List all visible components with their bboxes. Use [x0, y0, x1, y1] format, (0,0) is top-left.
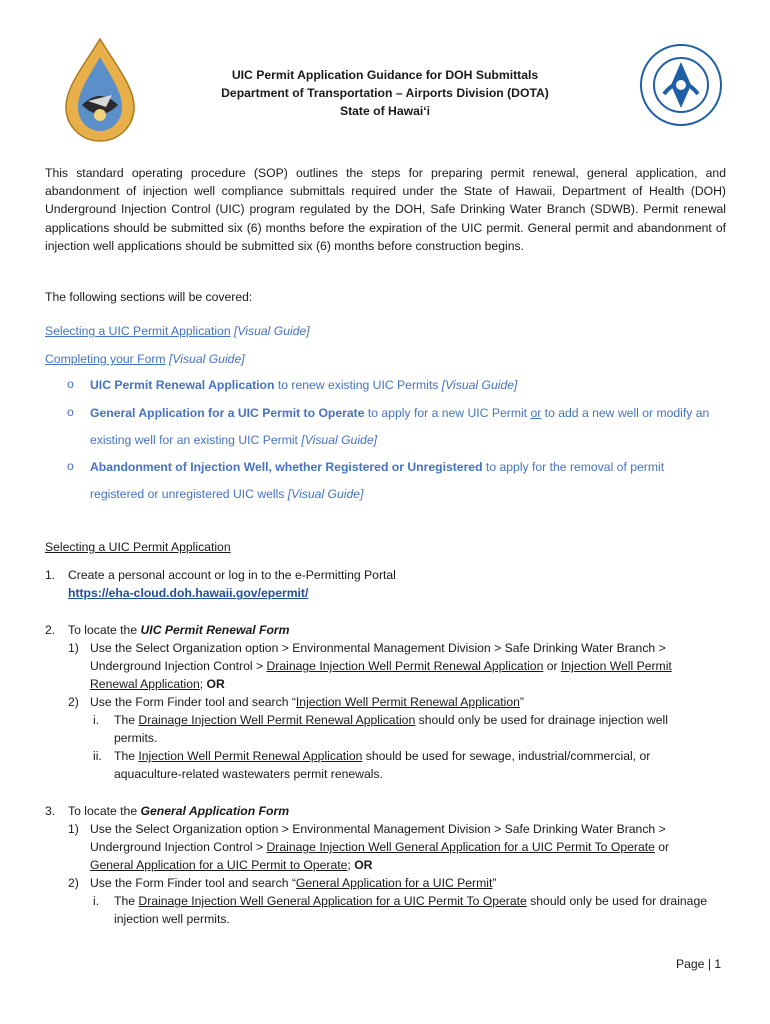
text: should only be used for drainage injection well permits.	[114, 894, 708, 927]
sub-sub-step-text	[114, 747, 709, 783]
drainage-renewal-link[interactable]: Drainage Injection Well Permit Renewal Application	[138, 713, 416, 727]
step-text: To locate the	[68, 623, 141, 637]
intro-paragraph: This standard operating procedure (SOP) outlines the steps for preparing permit renewal, general application, and abandonment of injection well compliance submittals required under the State of Hawaii, Department of Health (DOH) Underground Injection Control (UIC) program regulated by the DOH, Safe Drinking Water Branch (SDWB). Permit renewal applications should be submitted six (6) months before the expiration of the UIC permit. General permit and abandonment of injection well applications should be submitted six (6) months before construction begins.	[45, 166, 726, 253]
document-header	[0, 66, 770, 120]
sub-sub-step-text	[114, 892, 709, 928]
text: Use the Form Finder tool and search “	[90, 876, 296, 890]
drainage-general-link[interactable]: Drainage Injection Well General Application for a UIC Permit To Operate	[138, 894, 527, 908]
or-bold: OR	[354, 858, 373, 873]
text: The	[114, 713, 139, 727]
visual-guide-link[interactable]: [Visual Guide]	[287, 487, 364, 501]
sub-step-text	[90, 820, 715, 875]
toc-link-selecting[interactable]: Selecting a UIC Permit Application	[45, 324, 231, 338]
text: ;	[347, 858, 355, 873]
toc-link-completing[interactable]: Completing your Form	[45, 352, 166, 366]
toc-sub-desc: to apply for the removal of permit registered or unregistered UIC wells	[90, 460, 665, 501]
step-emphasis: General Application Form	[140, 804, 290, 818]
toc-subitem-text[interactable]	[90, 372, 710, 399]
toc-item-completing[interactable]	[45, 350, 245, 368]
text: should be used for sewage, industrial/commercial, or aquaculture-related wastewaters permit renewals.	[114, 749, 651, 782]
text: Use the Select Organization option > Environmental Management Division > Safe Drinking Water Branch > Underground Injection Control >	[90, 641, 666, 674]
section-title: Selecting a UIC Permit Application	[45, 540, 231, 554]
text: The	[114, 749, 139, 763]
division-name: Department of Transportation – Airports Division (DOTA)	[221, 86, 549, 100]
sub-sub-step-number: i.	[93, 894, 100, 908]
general-application-link[interactable]: General Application for a UIC Permit to Operate	[90, 858, 348, 873]
drainage-general-link[interactable]: Drainage Injection Well General Application for a UIC Permit To Operate	[266, 840, 655, 855]
injection-renewal-link[interactable]: Injection Well Permit Renewal Application	[90, 659, 672, 692]
visual-guide-link[interactable]: [Visual Guide]	[234, 324, 310, 338]
toc-item-selecting[interactable]	[45, 322, 310, 340]
search-term-link[interactable]: General Application for a UIC Permit	[295, 876, 493, 890]
visual-guide-link[interactable]: [Visual Guide]	[168, 352, 245, 366]
sub-step-number: 2)	[68, 876, 79, 890]
visual-guide-link[interactable]: [Visual Guide]	[301, 433, 377, 447]
sections-intro: The following sections will be covered:	[45, 290, 253, 304]
step-emphasis: UIC Permit Renewal Form	[140, 623, 290, 637]
sub-step-text	[90, 693, 715, 711]
text: ”	[519, 695, 524, 709]
step-number: 1.	[45, 568, 56, 582]
step-number: 2.	[45, 623, 56, 637]
toc-sub-desc: to add a new well or modify an existing well for an existing UIC Permit	[90, 406, 710, 447]
state-name: State of Hawaiʻi	[339, 104, 431, 118]
text: should only be used for drainage injection well permits.	[114, 713, 668, 746]
sub-step-text	[90, 639, 715, 694]
document-title: UIC Permit Application Guidance for DOH Submittals	[231, 68, 539, 82]
text: ;	[199, 677, 207, 692]
text: The	[114, 894, 139, 908]
search-term-link[interactable]: Injection Well Permit Renewal Application	[295, 695, 520, 709]
sub-sub-step-text	[114, 711, 709, 747]
epermit-portal-link[interactable]: https://eha-cloud.doh.hawaii.gov/epermit/	[68, 586, 309, 601]
toc-subitem-text[interactable]	[90, 454, 710, 508]
step-text: To locate the	[68, 804, 141, 818]
sub-step-number: 1)	[68, 822, 79, 836]
visual-guide-link[interactable]: [Visual Guide]	[441, 378, 518, 392]
text: or	[543, 659, 561, 674]
toc-sub-or: or	[530, 406, 542, 420]
toc-sub-title[interactable]: General Application for a UIC Permit to Operate	[90, 406, 365, 420]
or-bold: OR	[206, 677, 225, 692]
text: ”	[492, 876, 497, 890]
page-number: Page | 1	[676, 957, 722, 971]
step-text: Create a personal account or log in to the e-Permitting Portal	[68, 568, 396, 582]
sub-sub-step-number: ii.	[93, 749, 102, 763]
step-body	[68, 621, 728, 639]
sub-step-number: 1)	[68, 641, 79, 655]
bullet: o	[67, 405, 74, 419]
bullet: o	[67, 459, 74, 473]
sub-sub-step-number: i.	[93, 713, 100, 727]
drainage-renewal-link[interactable]: Drainage Injection Well Permit Renewal Application	[266, 659, 544, 674]
text: Use the Form Finder tool and search “	[90, 695, 296, 709]
sub-step-text	[90, 874, 715, 892]
toc-sub-title[interactable]: Abandonment of Injection Well, whether Registered or Unregistered	[90, 460, 483, 474]
toc-sub-title[interactable]: UIC Permit Renewal Application	[90, 378, 275, 392]
sub-step-number: 2)	[68, 695, 79, 709]
text: Use the Select Organization option > Environmental Management Division > Safe Drinking Water Branch > Underground Injection Control >	[90, 822, 666, 855]
toc-sub-desc: to renew existing UIC Permits	[274, 378, 442, 392]
toc-subitem-text[interactable]	[90, 400, 710, 454]
step-body	[68, 566, 728, 602]
text: or	[658, 840, 670, 855]
injection-renewal-link[interactable]: Injection Well Permit Renewal Application	[138, 749, 363, 763]
step-number: 3.	[45, 804, 56, 818]
toc-sub-desc: to apply for a new UIC Permit	[364, 406, 531, 420]
step-body	[68, 802, 728, 820]
bullet: o	[67, 377, 74, 391]
